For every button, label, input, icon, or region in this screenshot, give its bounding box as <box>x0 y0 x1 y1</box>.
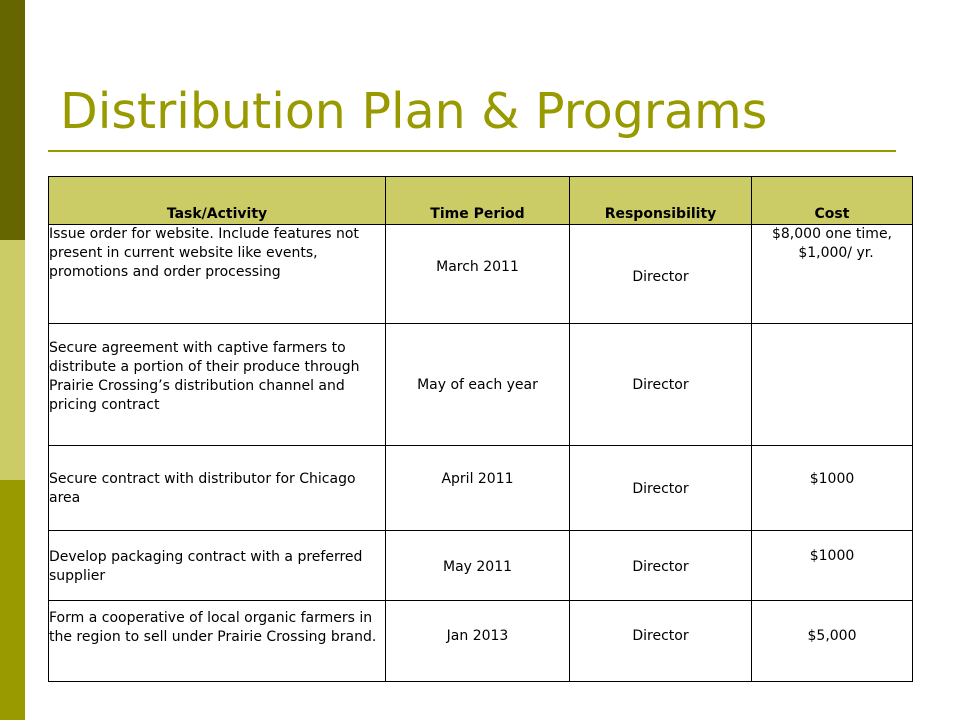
responsibility-cell: Director <box>570 601 752 682</box>
table-row <box>49 601 913 682</box>
sidebar-segment-light <box>0 240 25 480</box>
time-cell: Jan 2013 <box>386 601 570 682</box>
cost-cell <box>752 324 913 446</box>
responsibility-cell: Director <box>570 225 752 324</box>
header-cost: Cost <box>752 177 913 225</box>
cost-line: $8,000 one time, <box>771 226 893 242</box>
table-row <box>49 446 913 531</box>
cost-cell: $1000 <box>752 531 913 601</box>
table-row <box>49 531 913 601</box>
cost-cell <box>752 225 913 324</box>
time-cell: May 2011 <box>386 531 570 601</box>
table-header-row <box>49 177 913 225</box>
header-time-period: Time Period <box>386 177 570 225</box>
time-cell: March 2011 <box>386 225 570 324</box>
distribution-plan-table <box>48 176 913 682</box>
cost-line: $1,000/ yr. <box>798 245 874 261</box>
title-underline <box>48 150 896 152</box>
task-cell: Issue order for website. Include features not present in current website like events, promotions and order processing <box>49 225 386 324</box>
responsibility-cell: Director <box>570 324 752 446</box>
table-row <box>49 225 913 324</box>
time-cell: April 2011 <box>386 446 570 531</box>
cost-cell: $1000 <box>752 446 913 531</box>
responsibility-cell: Director <box>570 531 752 601</box>
header-responsibility: Responsibility <box>570 177 752 225</box>
sidebar-segment-mid <box>0 480 25 720</box>
header-task: Task/Activity <box>49 177 386 225</box>
responsibility-cell: Director <box>570 446 752 531</box>
slide-title: Distribution Plan & Programs <box>60 83 768 140</box>
task-cell: Secure contract with distributor for Chicago area <box>49 446 386 531</box>
sidebar-accent <box>0 0 25 720</box>
time-cell: May of each year <box>386 324 570 446</box>
sidebar-segment-dark <box>0 0 25 240</box>
task-cell: Form a cooperative of local organic farmers in the region to sell under Prairie Crossing brand. <box>49 601 386 682</box>
task-cell: Develop packaging contract with a preferred supplier <box>49 531 386 601</box>
cost-cell: $5,000 <box>752 601 913 682</box>
table-row <box>49 324 913 446</box>
task-cell: Secure agreement with captive farmers to distribute a portion of their produce through Prairie Crossing’s distribution channel and pricing contract <box>49 324 386 446</box>
